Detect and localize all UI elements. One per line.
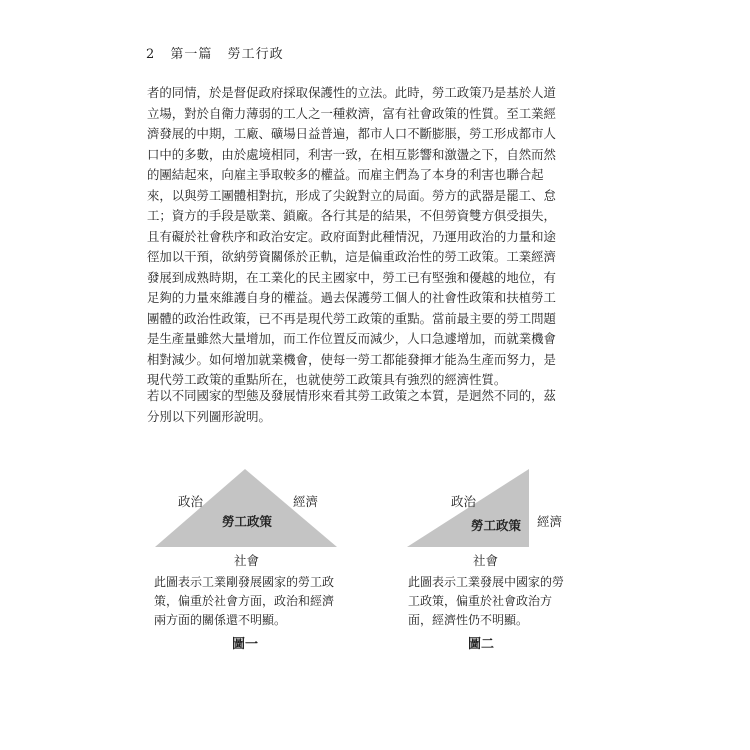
figure-1-diagram [150,465,350,555]
body-paragraph-1 [147,83,583,391]
figure-2-left-label: 政治 [451,494,477,509]
figure-2-caption-line: 工政策，偏重於社會政治方 [408,594,553,608]
figure-2 [403,465,603,665]
figure-2-center-label: 勞工政策 [471,518,522,533]
figure-2-diagram [403,465,603,555]
figure-2-bottom-label: 社會 [473,553,499,568]
paragraph-1-line: 的團結起來，向雇主爭取較多的權益。而雇主們為了本身的利害也聯合起 [147,167,544,182]
paragraph-1-line: 者的同情，於是督促政府採取保護性的立法。此時，勞工政策乃是基於人道 [147,85,556,100]
figure-2-caption-line: 此圖表示工業發展中國家的勞 [408,575,565,589]
paragraph-1-line: 現代勞工政策的重點所在，也就使勞工政策具有強烈的經濟性質。 [147,372,507,387]
paragraph-1-line: 是生產量雖然大量增加，而工作位置反而減少，人口急遽增加，而就業機會 [147,331,556,346]
paragraph-1-line: 團體的政治性政策，已不再是現代勞工政策的重點。當前最主要的勞工問題 [147,310,556,326]
body-paragraph-2 [147,385,583,427]
paragraph-1-line: 徑加以干預，欲納勞資關係於正軌，這是偏重政治性的勞工政策。工業經濟 [147,249,556,264]
figure-1-left-label: 政治 [178,494,204,509]
part-label: 第一篇 [170,47,213,62]
figure-1-caption [154,573,334,630]
figure-1-center-label: 勞工政策 [222,514,273,529]
chapter-title: 勞工行政 [227,47,284,62]
paragraph-1-line: 發展到成熟時期，在工業化的民主國家中，勞工已有堅強和優越的地位，有 [147,269,556,285]
figure-1-caption-line: 策，偏重於社會方面，政治和經濟 [154,594,335,608]
paragraph-1-line: 相對減少。如何增加就業機會，使每一勞工都能發揮才能為生產而努力，是 [147,351,556,367]
paragraph-2-line: 若以不同國家的型態及發展情形來看其勞工政策之本質，是迥然不同的，茲 [147,388,556,403]
page-header [146,43,294,62]
paragraph-1-line: 足夠的力量來維護自身的權益。過去保護勞工個人的社會性政策和扶植勞工 [147,290,556,305]
paragraph-1-line: 口中的多數，由於處境相同，利害一致，在相互影響和激盪之下，自然而然 [147,146,556,162]
paragraph-1-line: 工；資方的手段是歇業、鎖廠。各行其是的結果，不但勞資雙方俱受損失， [147,208,556,223]
paragraph-1-line: 濟發展的中期，工廠、礦場日益普遍，都市人口不斷膨脹，勞工形成都市人 [147,126,556,141]
figure-2-right-label: 經濟 [537,514,563,529]
paragraph-1-line: 立場，對於自衛力薄弱的工人之一種救濟，富有社會政策的性質。至工業經 [147,105,556,121]
figure-1-right-label: 經濟 [293,494,319,509]
paragraph-2-line: 分別以下列圖形說明。 [147,409,271,424]
figure-1-name: 圖一 [232,637,259,652]
figure-2-name: 圖二 [468,637,495,652]
page-number: 2 [146,47,156,62]
paragraph-1-line: 來，以與勞工團體相對抗，形成了尖銳對立的局面。勞方的武器是罷工、怠 [147,187,556,203]
figure-2-caption [408,573,564,630]
figure-1-caption-line: 兩方面的關係還不明顯。 [154,613,287,627]
figure-1-bottom-label: 社會 [234,553,260,568]
figure-2-caption-line: 面，經濟性仍不明顯。 [408,613,529,627]
paragraph-1-line: 且有礙於社會秩序和政治安定。政府面對此種情況，乃運用政治的力量和途 [147,228,556,244]
figure-1-caption-line: 此圖表示工業剛發展國家的勞工政 [154,575,335,589]
